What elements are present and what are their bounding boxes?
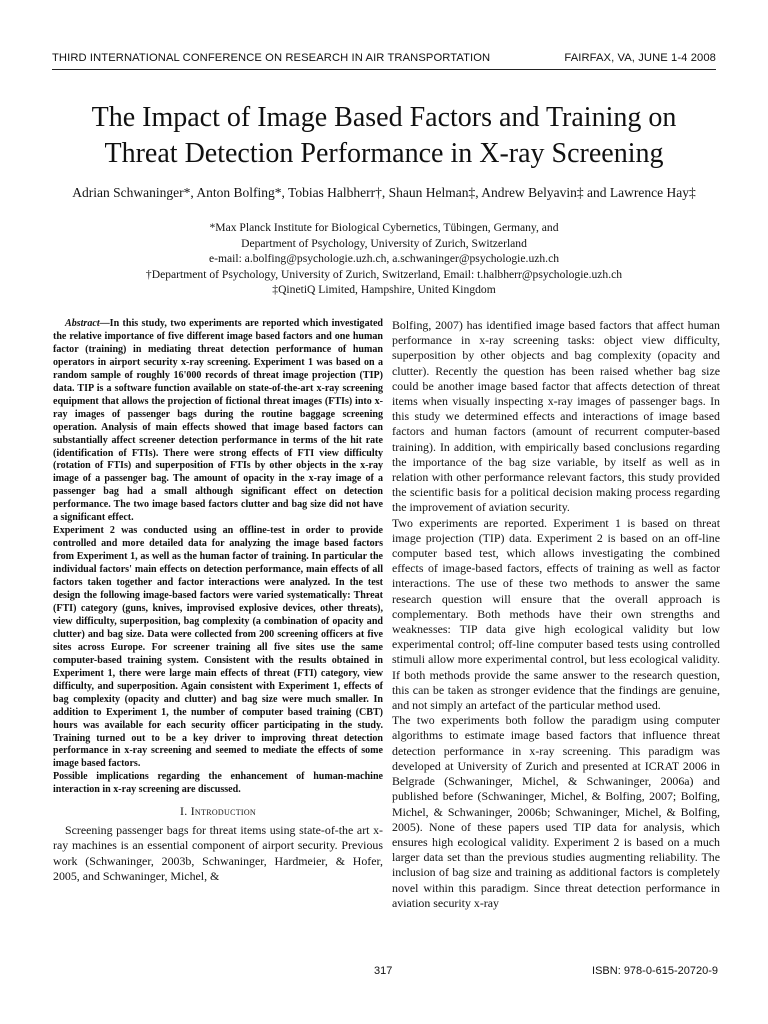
title-line-2: Threat Detection Performance in X-ray Screening bbox=[104, 138, 664, 169]
author-list: Adrian Schwaninger*, Anton Bolfing*, Tobias Halbherr†, Shaun Helman‡, Andrew Belyavin‡ and Lawrence Hay‡ bbox=[72, 185, 696, 200]
right-column-text bbox=[392, 318, 720, 911]
body-paragraph: Two experiments are reported. Experiment 1 is based on threat image projection (TIP) data. Experiment 2 is based on an off-line computer based test, which allows investigating the combined effects of image-based factors, effects of training as well as factor interactions. The use of these two methods to answer the same research question will ensure that the overall approach is complementary. Both methods have their own strengths and weaknesses: TIP data give high ecological validity but low experimental control; off-line computer based tests using controlled stimuli allow more experimental control, but less ecological validity. If both methods provide the same answer to the research question, this can be taken as stronger evidence that the findings are genuine, and not simply an artefact of the particular method used. bbox=[392, 515, 720, 713]
right-column bbox=[392, 318, 720, 911]
isbn: ISBN: 978-0-615-20720-9 bbox=[592, 965, 718, 977]
section-heading-introduction bbox=[53, 804, 383, 819]
section-number: I. bbox=[179, 804, 191, 819]
page-number: 317 bbox=[374, 965, 393, 977]
affiliation-line: e-mail: a.bolfing@psychologie.uzh.ch, a.schwaninger@psychologie.uzh.ch bbox=[208, 252, 560, 265]
body-paragraph: The two experiments both follow the paradigm using computer algorithms to estimate image based factors that influence threat detection performance in x-ray screening. This paradigm was developed at University of Zurich and presented at ICRAT 2006 in Belgrade (Schwaninger, Michel, & Schwaninger, 2006a) and published before (Schwaninger, Michel, & Bolfing, 2007; Bolfing, Michel, & Schwaninger, 2006b; Schwaninger, Michel, & Bolfing, 2005). None of these papers used TIP data for analysis, which ensures high ecological validity. Experiment 2 is based on a much larger data set than the previous studies augmenting reliability. The inclusion of bag size and training as additional factors is completely novel within this paradigm. Since threat detection performance in aviation security x-ray bbox=[392, 713, 720, 910]
introduction-text bbox=[53, 823, 383, 884]
abstract-label: Abstract bbox=[65, 318, 100, 329]
abstract bbox=[53, 318, 383, 797]
title-line-1: The Impact of Image Based Factors and Training on bbox=[91, 102, 677, 133]
affiliation-line: Department of Psychology, University of Zurich, Switzerland bbox=[241, 236, 527, 250]
abstract-paragraph bbox=[53, 318, 383, 525]
conference-name: THIRD INTERNATIONAL CONFERENCE ON RESEARCH IN AIR TRANSPORTATION bbox=[52, 52, 491, 64]
paper-title bbox=[30, 100, 738, 172]
section-title: Introduction bbox=[190, 804, 257, 819]
affiliation-line: ‡QinetiQ Limited, Hampshire, United Kingdom bbox=[272, 283, 496, 296]
abstract-paragraph: Possible implications regarding the enhancement of human-machine interaction in x-ray screening are discussed. bbox=[53, 771, 383, 796]
abstract-paragraph: Experiment 2 was conducted using an offline-test in order to provide controlled and more detailed data for analyzing the image based factors from Experiment 1, as well as the human factor of training. In particular the individual factors' main effects on detection performance, main effects of all factors taken together and factor interactions were analyzed. In the test design the following image-based factors were varied systematically: Threat (FTI) category (guns, knives, improvised explosive devices, other threats), view difficulty, superposition, bag complexity (a combination of opacity and clutter) and bag size. Data were collected from 200 screening officers at five sites across Europe. For screener training all five sites use the same computer-based training system. Consistent with the results obtained in Experiment 1, there were large main effects of threat (FTI) category, view difficulty, and superposition. Again consistent with Experiment 1, effects of bag complexity (opacity and clutter) and bag size were much smaller. In addition to Experiment 1, the number of computer based training (CBT) hours was available for each security officer participating in the study. Training turned out to be a key driver to improving threat detection performance in x-ray screening and seemed to mediate the effects of some image based factors. bbox=[53, 525, 383, 770]
running-header bbox=[52, 52, 716, 68]
affiliation-line: *Max Planck Institute for Biological Cybernetics, Tübingen, Germany, and bbox=[209, 221, 559, 234]
affiliation-line: †Department of Psychology, University of Zurich, Switzerland, Email: t.halbherr@psychologie.uzh.ch bbox=[145, 267, 623, 281]
affiliations bbox=[30, 220, 738, 298]
header-rule bbox=[52, 69, 716, 70]
body-paragraph: Screening passenger bags for threat items using state-of-the art x-ray machines is an essential component of airport security. Previous work (Schwaninger, 2003b, Schwaninger, Hardmeier, & Hofer, 2005, and Schwaninger, Michel, & bbox=[53, 823, 383, 883]
body-paragraph: Bolfing, 2007) has identified image based factors that affect human performance in x-ray screening tasks: object view difficulty, superposition by other objects and bag complexity (opacity and clutter). Recently the question has been raised whether bag size could be another image based factor that affects detection of threat items when visually inspecting x-ray images of passenger bags. In this study we determined effects and interactions of image based factors and human factors (amount of recurrent computer-based training). In addition, with empirically based conclusions regarding the importance of the bag size variable, by itself as well as in relation with other performance relevant factors, this study provided the scientific basis for a political decision making process regarding the improvement of aviation security. bbox=[392, 318, 720, 515]
page-footer bbox=[0, 965, 768, 979]
abstract-text: —In this study, two experiments are reported which investigated the relative importance of five different image based factors and one human factor (training) in mediating threat detection performance of human operators in airport security x-ray screening. Experiment 1 was based on a random sample of roughly 16'000 records of threat image projection (TIP) data. TIP is a software function available on state-of-the-art x-ray screening equipment that allows the projection of fictional threat images (FTIs) into x-ray images of passenger bags during the routine baggage screening operation. Analysis of main effects showed that image based factors can substantially affect screener detection performance in terms of the hit rate (identification of FTIs). There were strong effects of FTI view difficulty (rotation of FTIs) and superposition of FTIs by other objects in the x-ray image of a passenger bag. The amount of opacity in the x-ray image of a passenger bag had a small although significant effect on detection performance. The two image based factors clutter and bag size did not have a significant effect. bbox=[53, 318, 383, 524]
left-column bbox=[53, 318, 383, 884]
conference-location-date: FAIRFAX, VA, JUNE 1-4 2008 bbox=[564, 52, 716, 64]
